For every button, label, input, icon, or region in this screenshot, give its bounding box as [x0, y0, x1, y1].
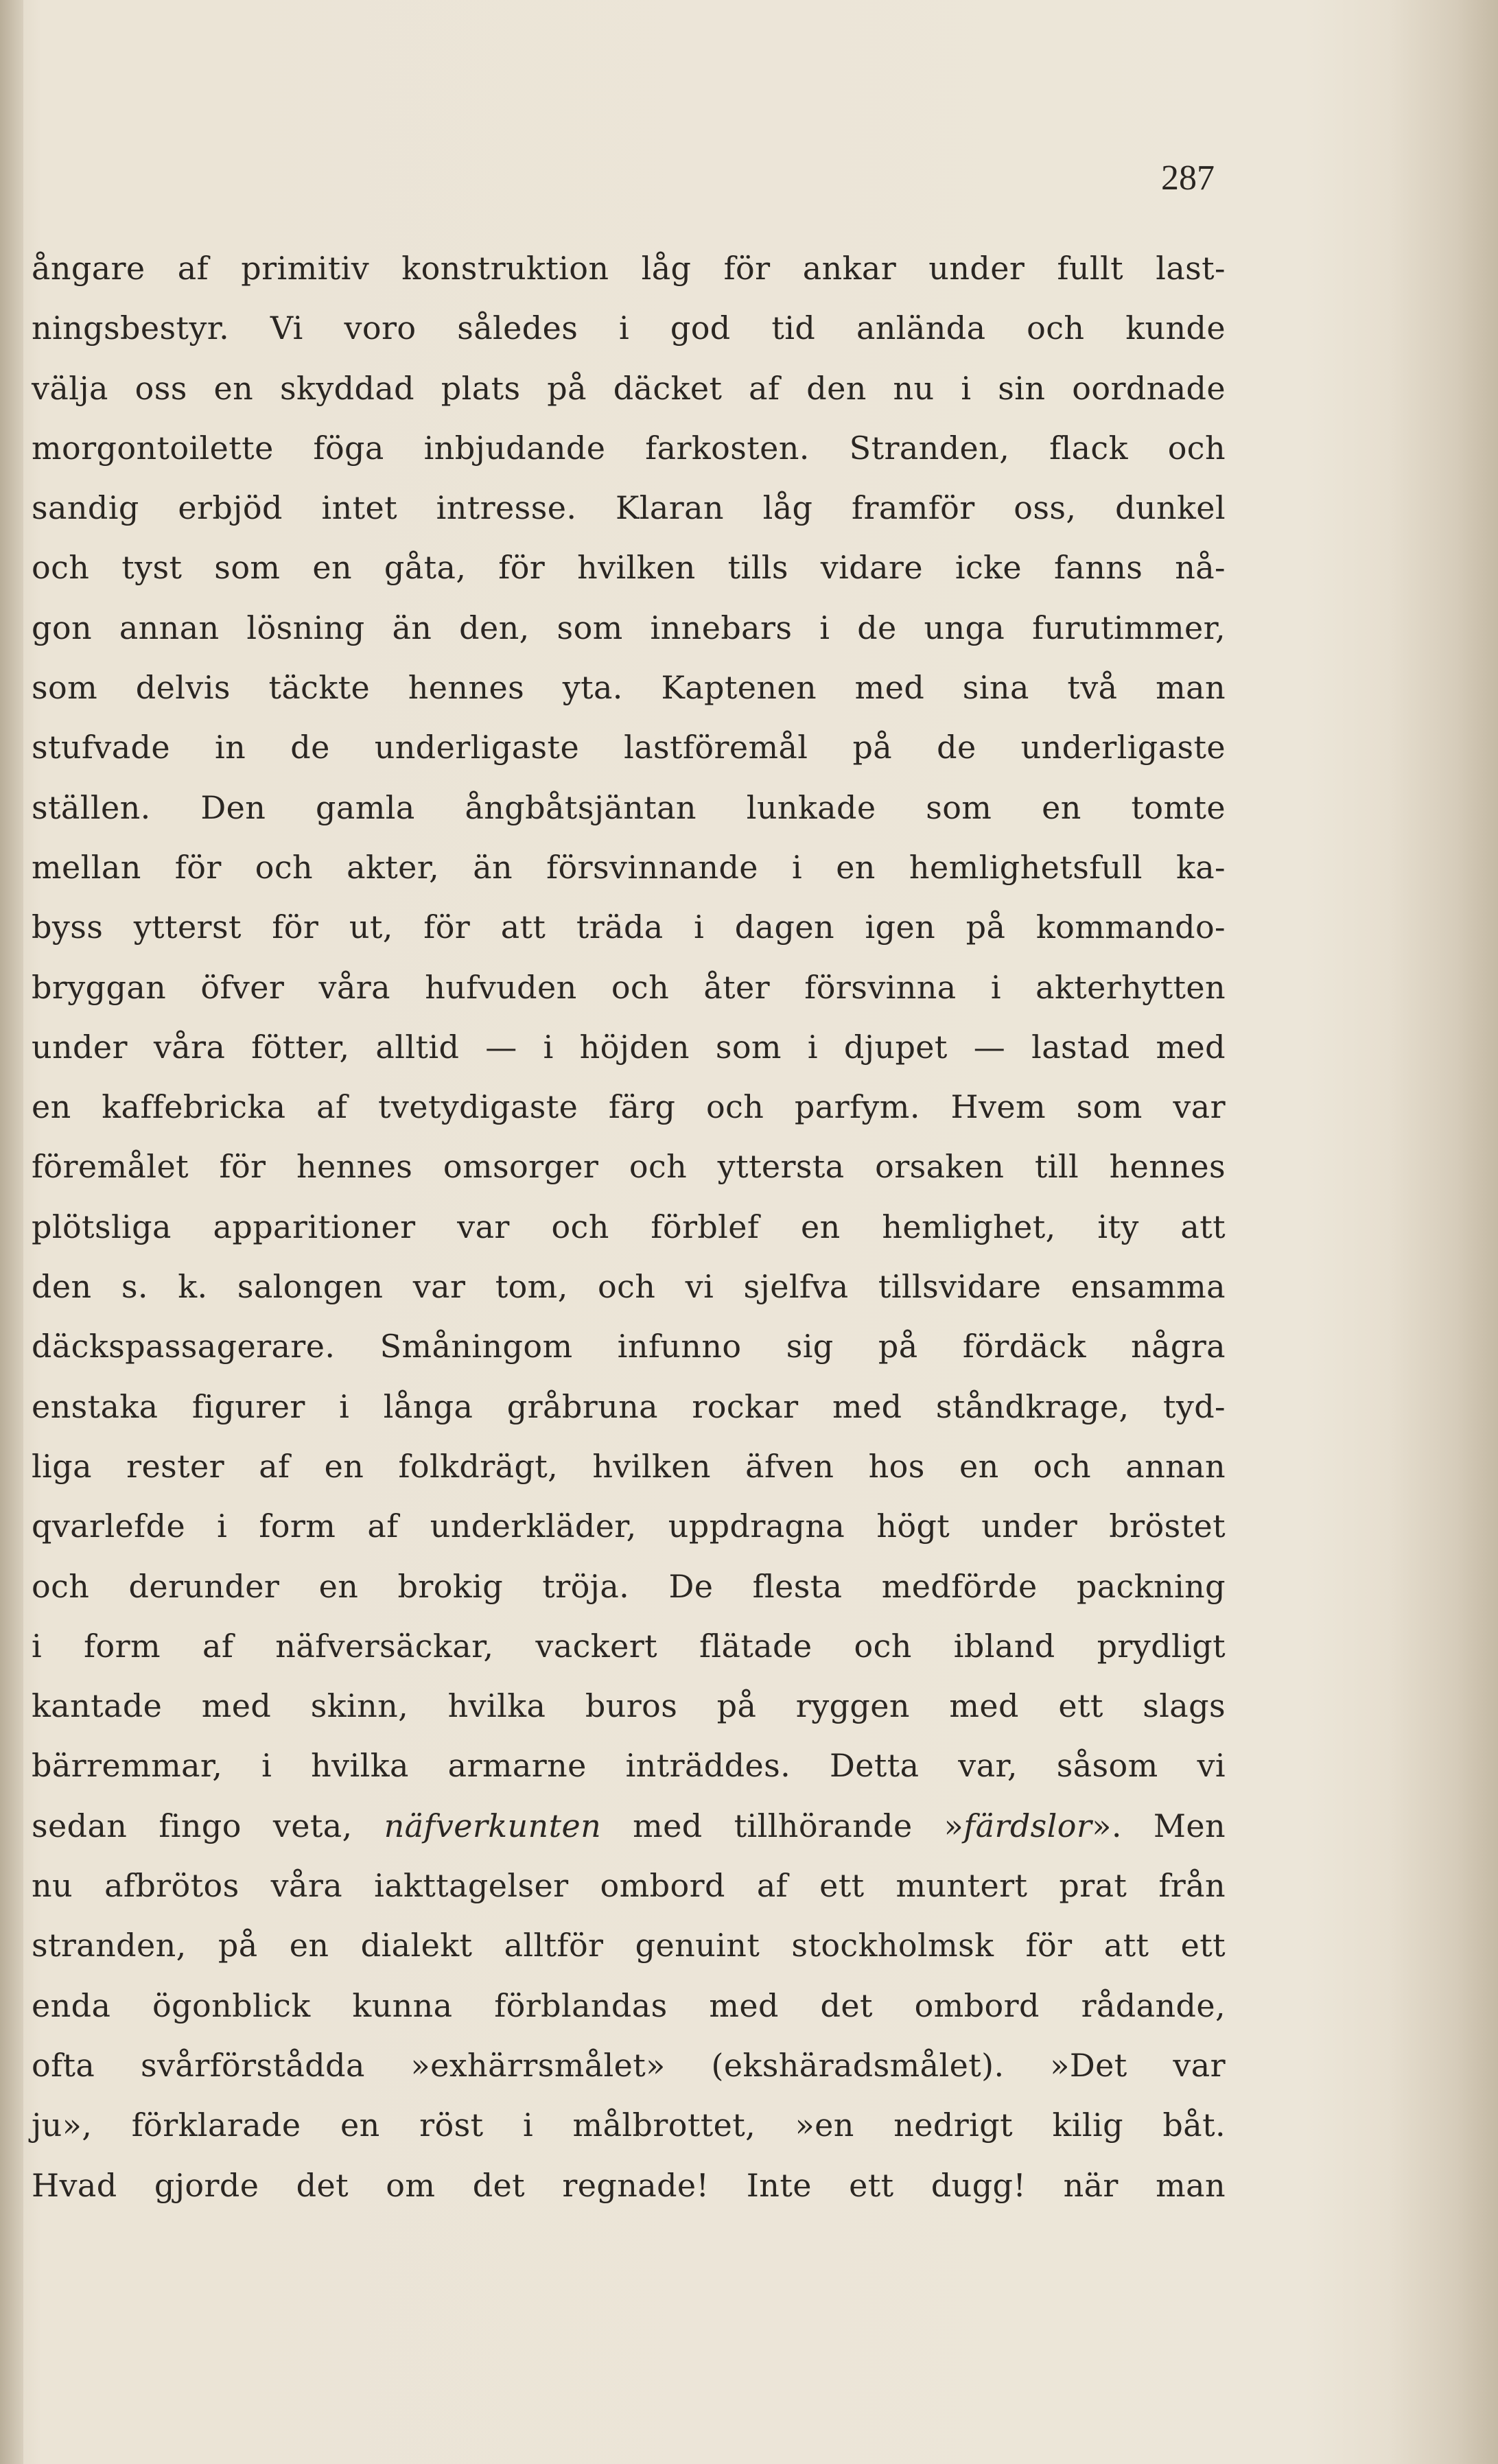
text-line: den s. k. salongen var tom, och vi sjelfva tillsvidare ensamma — [32, 1268, 1226, 1306]
text-line: qvarlefde i form af underkläder, uppdragna högt under bröstet — [32, 1507, 1226, 1545]
text-line: en kaffebricka af tvetydigaste färg och parfym. Hvem som var — [32, 1088, 1226, 1126]
text-line: byss ytterst för ut, för att träda i dagen igen på kommando- — [32, 908, 1226, 946]
text-line: och tyst som en gåta, för hvilken tills vidare icke fanns nå- — [32, 549, 1226, 587]
text-line: plötsliga apparitioner var och förblef en hemlighet, ity att — [32, 1208, 1226, 1245]
text-line: enstaka figurer i långa gråbruna rockar med ståndkrage, tyd- — [32, 1387, 1226, 1425]
text-line: ställen. Den gamla ångbåtsjäntan lunkade som en tomte — [32, 788, 1226, 826]
text-line: ju», förklarade en röst i målbrottet, »en nedrigt kilig båt. — [32, 2107, 1226, 2144]
text-segment: ». Men — [1092, 1807, 1226, 1844]
text-line: stranden, på en dialekt alltför genuint stockholmsk för att ett — [32, 1927, 1226, 1964]
text-line: gon annan lösning än den, som innebars i de unga furutimmer, — [32, 609, 1226, 646]
text-line: och derunder en brokig tröja. De flesta medförde packning — [32, 1567, 1226, 1605]
text-line: kantade med skinn, hvilka buros på ryggen med ett slags — [32, 1687, 1226, 1725]
text-segment: med tillhörande » — [601, 1807, 964, 1844]
text-line: ningsbestyr. Vi voro således i god tid anlända och kunde — [32, 309, 1226, 347]
body-text — [32, 239, 1226, 2216]
text-line: stufvade in de underligaste lastföremål på de underligaste — [32, 729, 1226, 766]
text-line: ångare af primitiv konstruktion låg för ankar under fullt last- — [32, 250, 1226, 287]
text-line: däckspassagerare. Småningom infunno sig på fördäck några — [32, 1328, 1226, 1365]
italic-term: näfverkunten — [384, 1807, 602, 1844]
italic-term: färdslor — [963, 1807, 1092, 1844]
text-line-with-italics — [32, 1796, 1226, 1856]
text-line: bärremmar, i hvilka armarne inträddes. Detta var, såsom vi — [32, 1747, 1226, 1785]
text-line: ofta svårförstådda »exhärrsmålet» (ekshäradsmålet). »Det var — [32, 2046, 1226, 2084]
text-line: morgontoilette föga inbjudande farkosten. Stranden, flack och — [32, 429, 1226, 467]
text-line: liga rester af en folkdrägt, hvilken äfven hos en och annan — [32, 1447, 1226, 1485]
text-line: som delvis täckte hennes yta. Kaptenen med sina två man — [32, 669, 1226, 707]
page-gutter-shadow — [0, 0, 23, 2464]
text-line: sandig erbjöd intet intresse. Klaran låg framför oss, dunkel — [32, 489, 1226, 527]
page-number: 287 — [1161, 159, 1215, 198]
text-line: föremålet för hennes omsorger och yttersta orsaken till hennes — [32, 1148, 1226, 1186]
text-segment: sedan fingo veta, — [32, 1807, 384, 1844]
text-line: Hvad gjorde det om det regnade! Inte ett dugg! när man — [32, 2166, 1226, 2204]
text-line: välja oss en skyddad plats på däcket af den nu i sin oordnade — [32, 369, 1226, 407]
text-line: enda ögonblick kunna förblandas med det ombord rådande, — [32, 1986, 1226, 2024]
text-line: under våra fötter, alltid — i höjden som i djupet — lastad med — [32, 1028, 1226, 1066]
text-line: bryggan öfver våra hufvuden och åter försvinna i akterhytten — [32, 968, 1226, 1006]
text-line: nu afbrötos våra iakttagelser ombord af ett muntert prat från — [32, 1867, 1226, 1905]
page-edge-shading — [1388, 0, 1498, 2464]
text-line: mellan för och akter, än försvinnande i en hemlighetsfull ka- — [32, 848, 1226, 886]
text-line: i form af näfversäckar, vackert flätade och ibland prydligt — [32, 1627, 1226, 1665]
